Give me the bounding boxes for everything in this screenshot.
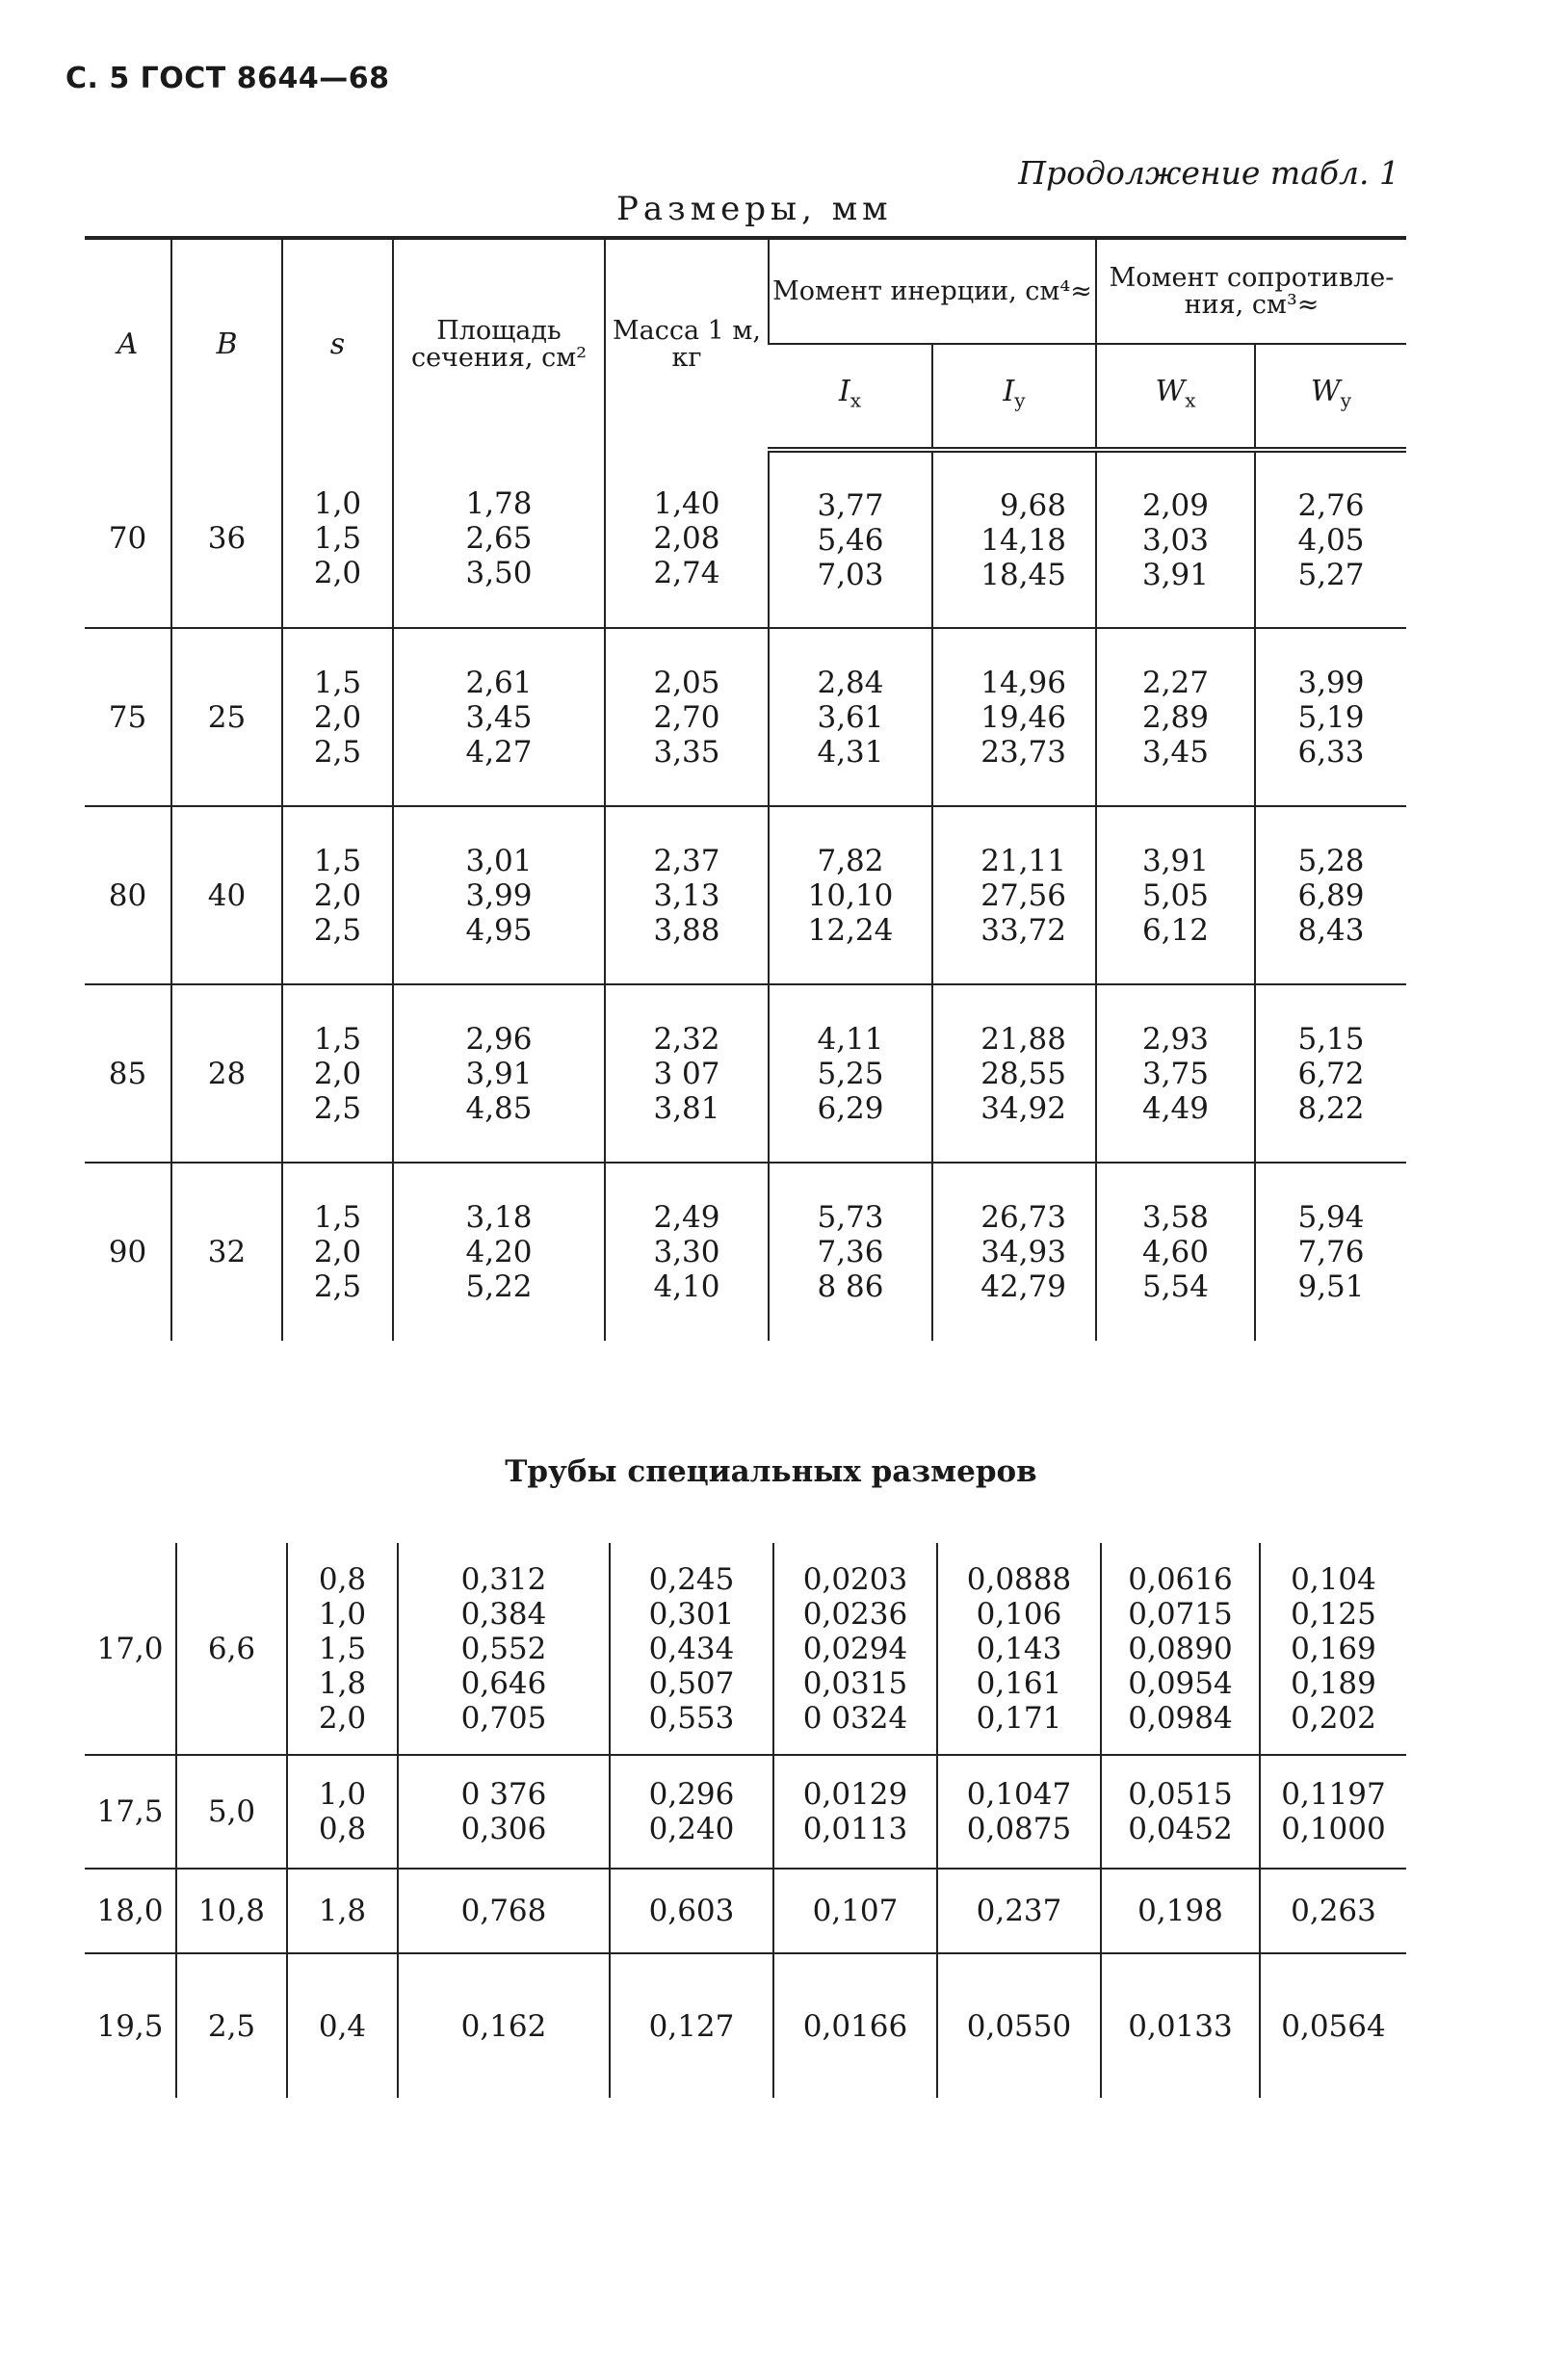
cell-mass: 2,49 3,30 4,10 — [605, 1163, 769, 1341]
cell-ix: 2,84 3,61 4,31 — [769, 628, 932, 806]
cell-wx: 0,0133 — [1101, 1953, 1260, 2098]
cell-iy: 21,88 28,55 34,92 — [932, 984, 1096, 1163]
cell-a: 19,5 — [85, 1953, 176, 2098]
cell-wy: 3,99 5,19 6,33 — [1255, 628, 1406, 806]
special-sizes-table — [85, 1543, 1406, 2098]
table-row — [85, 1755, 1406, 1869]
cell-area: 2,61 3,45 4,27 — [393, 628, 605, 806]
table-row — [85, 806, 1406, 984]
cell-area: 0,162 — [398, 1953, 610, 2098]
table-row — [85, 1163, 1406, 1341]
col-header-s: s — [282, 238, 393, 450]
cell-wy: 5,28 6,89 8,43 — [1255, 806, 1406, 984]
cell-area: 0,312 0,384 0,552 0,646 0,705 — [398, 1543, 610, 1755]
cell-iy: 0,0888 0,106 0,143 0,161 0,171 — [937, 1543, 1101, 1755]
cell-iy: 26,73 34,93 42,79 — [932, 1163, 1096, 1341]
cell-b: 40 — [171, 806, 282, 984]
cell-ix: 5,73 7,36 8 86 — [769, 1163, 932, 1341]
cell-wx: 3,58 4,60 5,54 — [1096, 1163, 1255, 1341]
col-header-wx: $W_x$ — [1096, 344, 1255, 450]
cell-wy: 0,1197 0,1000 — [1260, 1755, 1406, 1869]
cell-a: 80 — [85, 806, 171, 984]
table-row — [85, 628, 1406, 806]
cell-iy: 0,237 — [937, 1869, 1101, 1953]
cell-mass: 2,32 3 07 3,81 — [605, 984, 769, 1163]
cell-iy: 9,68 14,18 18,45 — [932, 450, 1096, 628]
cell-wy: 0,0564 — [1260, 1953, 1406, 2098]
cell-s: 1,5 2,0 2,5 — [282, 806, 393, 984]
cell-b: 5,0 — [176, 1755, 287, 1869]
cell-wy: 2,76 4,05 5,27 — [1255, 450, 1406, 628]
col-header-iy: $I_y$ — [932, 344, 1096, 450]
table-row — [85, 450, 1406, 628]
cell-area: 0,768 — [398, 1869, 610, 1953]
cell-b: 6,6 — [176, 1543, 287, 1755]
cell-s: 1,0 0,8 — [287, 1755, 398, 1869]
units-caption: Размеры, мм — [616, 190, 893, 228]
cell-ix: 0,0129 0,0113 — [773, 1755, 937, 1869]
cell-mass: 0,245 0,301 0,434 0,507 0,553 — [610, 1543, 773, 1755]
cell-a: 75 — [85, 628, 171, 806]
cell-a: 70 — [108, 521, 147, 556]
cell-iy: 0,1047 0,0875 — [937, 1755, 1101, 1869]
cell-mass: 1,40 2,08 2,74 — [605, 450, 769, 628]
cell-s: 1,5 2,0 2,5 — [282, 628, 393, 806]
cell-ix: 0,107 — [773, 1869, 937, 1953]
cell-iy: 0,0550 — [937, 1953, 1101, 2098]
cell-b: 10,8 — [176, 1869, 287, 1953]
special-sizes-title: Трубы специальных размеров — [505, 1454, 1037, 1489]
cell-wy: 0,104 0,125 0,169 0,189 0,202 — [1260, 1543, 1406, 1755]
dimensions-table — [85, 236, 1406, 1341]
cell-wx: 3,91 5,05 6,12 — [1096, 806, 1255, 984]
col-header-inertia: Момент инерции, см⁴≈ — [769, 238, 1096, 344]
cell-s: 1,0 1,5 2,0 — [282, 450, 393, 628]
cell-ix: 0,0166 — [773, 1953, 937, 2098]
cell-ix: 4,11 5,25 6,29 — [769, 984, 932, 1163]
cell-area: 2,96 3,91 4,85 — [393, 984, 605, 1163]
cell-a: 90 — [85, 1163, 171, 1341]
cell-s: 1,5 2,0 2,5 — [282, 1163, 393, 1341]
cell-area: 0 376 0,306 — [398, 1755, 610, 1869]
cell-b: 25 — [171, 628, 282, 806]
cell-s: 0,4 — [287, 1953, 398, 2098]
table-row — [85, 1543, 1406, 1755]
cell-ix: 7,82 10,10 12,24 — [769, 806, 932, 984]
page-header: С. 5 ГОСТ 8644—68 — [65, 62, 390, 95]
col-header-resistance: Момент сопротивле- ния, см³≈ — [1096, 238, 1406, 344]
cell-area: 3,01 3,99 4,95 — [393, 806, 605, 984]
cell-iy: 14,96 19,46 23,73 — [932, 628, 1096, 806]
cell-mass: 2,05 2,70 3,35 — [605, 628, 769, 806]
cell-wx: 0,198 — [1101, 1869, 1260, 1953]
cell-s: 1,5 2,0 2,5 — [282, 984, 393, 1163]
col-header-a: A — [85, 238, 171, 450]
cell-mass: 0,603 — [610, 1869, 773, 1953]
table-continuation-label: Продолжение табл. 1 — [1018, 154, 1399, 192]
table-row — [85, 1953, 1406, 2098]
cell-wx: 0,0515 0,0452 — [1101, 1755, 1260, 1869]
cell-ix: 3,77 5,46 7,03 — [769, 450, 932, 628]
cell-b: 32 — [171, 1163, 282, 1341]
col-header-mass: Масса 1 м, кг — [605, 238, 769, 450]
cell-wx: 2,09 3,03 3,91 — [1096, 450, 1255, 628]
cell-ix: 0,0203 0,0236 0,0294 0,0315 0 0324 — [773, 1543, 937, 1755]
cell-wy: 5,94 7,76 9,51 — [1255, 1163, 1406, 1341]
cell-mass: 0,127 — [610, 1953, 773, 2098]
table-row — [85, 984, 1406, 1163]
cell-s: 1,8 — [287, 1869, 398, 1953]
table-row — [85, 1869, 1406, 1953]
cell-a: 18,0 — [85, 1869, 176, 1953]
cell-b: 28 — [171, 984, 282, 1163]
cell-iy: 21,11 27,56 33,72 — [932, 806, 1096, 984]
cell-s: 0,8 1,0 1,5 1,8 2,0 — [287, 1543, 398, 1755]
cell-a: 17,5 — [85, 1755, 176, 1869]
cell-wy: 0,263 — [1260, 1869, 1406, 1953]
cell-b: 2,5 — [176, 1953, 287, 2098]
cell-area: 1,78 2,65 3,50 — [393, 450, 605, 628]
cell-wy: 5,15 6,72 8,22 — [1255, 984, 1406, 1163]
cell-area: 3,18 4,20 5,22 — [393, 1163, 605, 1341]
cell-mass: 0,296 0,240 — [610, 1755, 773, 1869]
cell-a: 17,0 — [96, 1631, 164, 1666]
col-header-ix: $I_x$ — [769, 344, 932, 450]
cell-mass: 2,37 3,13 3,88 — [605, 806, 769, 984]
col-header-area: Площадь сечения, см² — [393, 238, 605, 450]
cell-a: 85 — [85, 984, 171, 1163]
cell-b: 36 — [171, 450, 282, 628]
cell-wx: 0,0616 0,0715 0,0890 0,0954 0,0984 — [1101, 1543, 1260, 1755]
col-header-b: B — [171, 238, 282, 450]
cell-wx: 2,27 2,89 3,45 — [1096, 628, 1255, 806]
cell-wx: 2,93 3,75 4,49 — [1096, 984, 1255, 1163]
col-header-wy: $W_y$ — [1255, 344, 1406, 450]
